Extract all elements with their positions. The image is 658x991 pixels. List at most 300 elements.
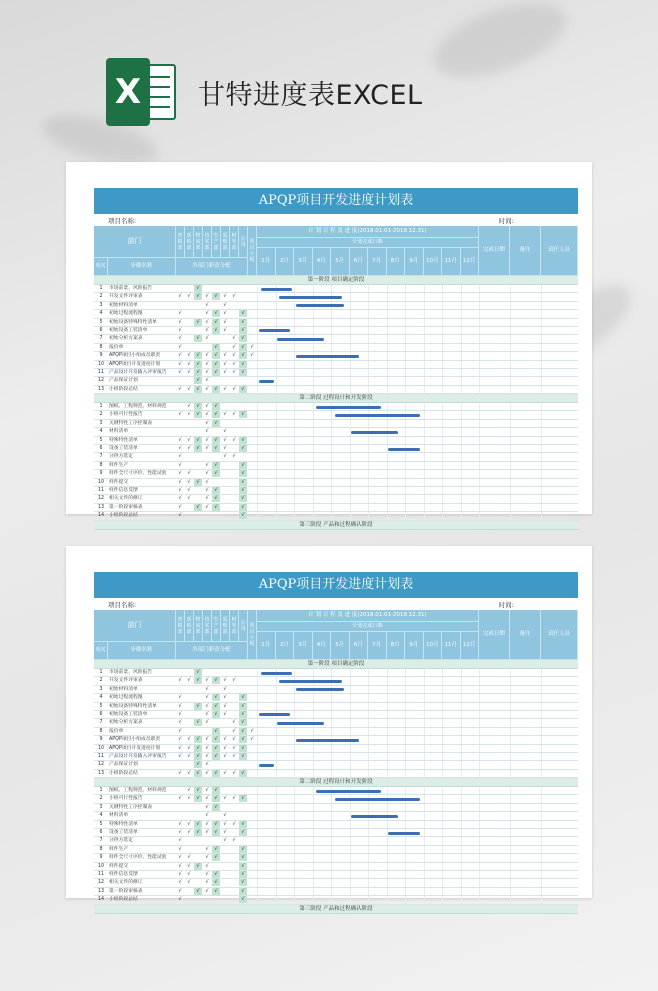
month-header: 12月 bbox=[461, 248, 480, 276]
gantt-bar bbox=[296, 739, 359, 742]
row-number: 4 bbox=[99, 813, 103, 819]
check-mark: √ bbox=[232, 752, 236, 759]
dept-column-header: 物流部 bbox=[194, 226, 203, 258]
row-number: 3 bbox=[99, 804, 103, 810]
row-number: 11 bbox=[97, 871, 105, 877]
check-mark: √ bbox=[178, 310, 182, 317]
table-row bbox=[94, 310, 578, 318]
table-row bbox=[94, 677, 578, 685]
row-number: 9 bbox=[99, 855, 103, 861]
check-mark: √ bbox=[223, 310, 227, 317]
check-mark: √ bbox=[239, 487, 247, 494]
gantt-bar bbox=[259, 713, 290, 716]
plan-sub-header: 计划完成日期 bbox=[257, 622, 479, 632]
row-number: 3 bbox=[99, 420, 103, 426]
table-row bbox=[94, 736, 578, 744]
check-mark: √ bbox=[187, 293, 191, 300]
check-mark: √ bbox=[178, 845, 182, 852]
step-name: 初始设备工装清单 bbox=[109, 711, 148, 717]
step-name: 产品保证计划 bbox=[109, 762, 138, 768]
check-mark: √ bbox=[178, 744, 182, 751]
check-mark: √ bbox=[239, 821, 247, 828]
row-number: 9 bbox=[99, 471, 103, 477]
table-row bbox=[94, 285, 578, 293]
row-number: 1 bbox=[99, 670, 103, 675]
table-row bbox=[94, 302, 578, 310]
check-mark: √ bbox=[239, 854, 247, 861]
check-mark: √ bbox=[212, 327, 220, 334]
table-row bbox=[94, 888, 578, 896]
check-mark: √ bbox=[178, 318, 182, 325]
row-number: 3 bbox=[99, 686, 103, 692]
check-mark: √ bbox=[223, 445, 227, 452]
check-mark: √ bbox=[239, 310, 247, 317]
table-row bbox=[94, 361, 578, 369]
dept-column-header: 采购部 bbox=[221, 226, 230, 258]
check-mark: √ bbox=[223, 795, 227, 802]
check-mark: √ bbox=[239, 352, 247, 359]
check-mark: √ bbox=[194, 677, 202, 684]
gantt-bar bbox=[296, 304, 344, 307]
step-name: 初始材料清单 bbox=[109, 686, 138, 692]
check-mark: √ bbox=[239, 879, 247, 886]
check-mark: √ bbox=[194, 888, 202, 895]
check-mark: √ bbox=[194, 795, 202, 802]
table-row bbox=[94, 352, 578, 360]
month-header: 4月 bbox=[313, 632, 332, 660]
step-name: 小组阶段总结 bbox=[109, 897, 138, 903]
check-mark: √ bbox=[212, 745, 220, 752]
check-mark: √ bbox=[223, 702, 227, 709]
month-header: 8月 bbox=[387, 632, 406, 660]
check-mark: √ bbox=[232, 411, 236, 418]
check-mark: √ bbox=[232, 736, 236, 743]
check-mark: √ bbox=[194, 504, 202, 511]
gantt-bar bbox=[388, 448, 419, 451]
row-number: 6 bbox=[99, 711, 103, 717]
row-number: 5 bbox=[99, 319, 103, 325]
table-row bbox=[94, 703, 578, 711]
gantt-bar bbox=[279, 680, 342, 683]
check-mark: √ bbox=[194, 770, 202, 777]
month-header: 10月 bbox=[424, 632, 443, 660]
table-row bbox=[94, 837, 578, 845]
dept-column-header: 生产部 bbox=[212, 610, 221, 642]
month-header: 5月 bbox=[331, 632, 350, 660]
check-mark: √ bbox=[205, 719, 209, 726]
month-header: 9月 bbox=[405, 632, 424, 660]
check-mark: √ bbox=[239, 736, 247, 743]
row-number: 5 bbox=[99, 437, 103, 443]
dept-column-header: 公司 bbox=[239, 610, 248, 642]
check-mark: √ bbox=[212, 411, 220, 418]
check-mark: √ bbox=[178, 837, 182, 844]
gantt-bar bbox=[316, 790, 381, 793]
step-name: 材料清单 bbox=[109, 813, 129, 819]
check-mark: √ bbox=[212, 470, 220, 477]
step-name: 图纸、工程规范、材料规范 bbox=[109, 404, 167, 410]
check-mark: √ bbox=[239, 694, 247, 701]
table-row bbox=[94, 753, 578, 761]
check-mark: √ bbox=[205, 694, 209, 701]
table-row bbox=[94, 669, 578, 677]
row-number: 4 bbox=[99, 311, 103, 317]
step-name: 样件全尺寸评价、性能试验 bbox=[109, 855, 167, 861]
gantt-bar bbox=[261, 288, 292, 291]
step-name: 样件信息反馈 bbox=[109, 487, 138, 493]
check-mark: √ bbox=[239, 719, 247, 726]
excel-icon bbox=[106, 58, 176, 126]
dept-column-header: 营销部 bbox=[176, 226, 185, 258]
row-number: 12 bbox=[97, 880, 105, 886]
dept-column-header: 质检部 bbox=[185, 610, 194, 642]
finish-date-header: 完成日期 bbox=[479, 610, 510, 660]
check-mark: √ bbox=[178, 829, 182, 836]
gantt-bar bbox=[316, 406, 381, 409]
step-name: 样件提交 bbox=[109, 479, 129, 485]
row-number: 13 bbox=[97, 504, 105, 510]
gantt-bar bbox=[335, 414, 420, 417]
check-mark: √ bbox=[205, 368, 209, 375]
check-mark: √ bbox=[205, 787, 209, 794]
step-name: 样件提交 bbox=[109, 863, 129, 869]
table-row bbox=[94, 770, 578, 778]
check-mark: √ bbox=[205, 377, 209, 384]
step-header: 步骤名称 bbox=[108, 258, 176, 276]
row-number: 10 bbox=[97, 745, 105, 751]
table-row bbox=[94, 512, 578, 520]
row-number: 7 bbox=[99, 720, 103, 726]
check-mark: √ bbox=[212, 736, 220, 743]
check-mark: √ bbox=[178, 512, 182, 519]
check-mark: √ bbox=[194, 863, 202, 870]
note-header: 备注 bbox=[510, 610, 541, 660]
check-mark: √ bbox=[212, 344, 220, 351]
dept-column-header: 营销部 bbox=[176, 610, 185, 642]
check-mark: √ bbox=[250, 352, 254, 359]
check-mark: √ bbox=[205, 461, 209, 468]
check-mark: √ bbox=[239, 479, 247, 486]
check-mark: √ bbox=[194, 285, 202, 292]
check-mark: √ bbox=[239, 411, 247, 418]
check-mark: √ bbox=[178, 326, 182, 333]
check-mark: √ bbox=[194, 386, 202, 393]
check-mark: √ bbox=[232, 453, 236, 460]
check-mark: √ bbox=[239, 770, 247, 777]
table-header bbox=[94, 610, 578, 660]
check-mark: √ bbox=[187, 352, 191, 359]
row-number: 7 bbox=[99, 336, 103, 342]
table-row bbox=[94, 829, 578, 837]
check-mark: √ bbox=[239, 863, 247, 870]
step-name: 相关文件的修订 bbox=[109, 880, 143, 886]
check-mark: √ bbox=[223, 360, 227, 367]
check-mark: √ bbox=[205, 769, 209, 776]
check-mark: √ bbox=[212, 310, 220, 317]
check-mark: √ bbox=[212, 770, 220, 777]
check-mark: √ bbox=[178, 769, 182, 776]
row-number: 6 bbox=[99, 830, 103, 836]
row-number: 2 bbox=[99, 796, 103, 802]
table-row bbox=[94, 795, 578, 803]
check-mark: √ bbox=[212, 487, 220, 494]
check-mark: √ bbox=[194, 669, 202, 676]
check-mark: √ bbox=[178, 335, 182, 342]
row-number: 5 bbox=[99, 821, 103, 827]
check-mark: √ bbox=[205, 710, 209, 717]
row-number: 11 bbox=[97, 753, 105, 759]
check-mark: √ bbox=[187, 403, 191, 410]
check-mark: √ bbox=[187, 769, 191, 776]
check-mark: √ bbox=[194, 361, 202, 368]
month-header: 7月 bbox=[368, 248, 387, 276]
dept-column-header: 质检部 bbox=[185, 226, 194, 258]
step-name: 样件生产 bbox=[109, 846, 129, 852]
check-mark: √ bbox=[194, 753, 202, 760]
check-mark: √ bbox=[187, 870, 191, 877]
check-mark: √ bbox=[187, 495, 191, 502]
check-mark: √ bbox=[212, 787, 220, 794]
row-number: 4 bbox=[99, 429, 103, 435]
check-mark: √ bbox=[232, 769, 236, 776]
dept-header: 部门 bbox=[94, 226, 176, 258]
step-name: 材料清单 bbox=[109, 429, 129, 435]
check-mark: √ bbox=[239, 344, 247, 351]
check-mark: √ bbox=[223, 293, 227, 300]
sheet-preview-1 bbox=[66, 162, 592, 528]
table-row bbox=[94, 403, 578, 411]
check-mark: √ bbox=[223, 829, 227, 836]
check-mark: √ bbox=[212, 728, 220, 735]
step-name: 开发文件评审表 bbox=[109, 678, 143, 684]
check-mark: √ bbox=[212, 821, 220, 828]
check-mark: √ bbox=[187, 368, 191, 375]
check-mark: √ bbox=[232, 385, 236, 392]
check-mark: √ bbox=[205, 820, 209, 827]
step-name: 设备工装清单 bbox=[109, 830, 138, 836]
check-mark: √ bbox=[212, 420, 220, 427]
row-number: 2 bbox=[99, 412, 103, 418]
check-mark: √ bbox=[239, 319, 247, 326]
check-mark: √ bbox=[212, 871, 220, 878]
check-mark: √ bbox=[212, 879, 220, 886]
check-mark: √ bbox=[223, 436, 227, 443]
check-mark: √ bbox=[223, 744, 227, 751]
table-row bbox=[94, 487, 578, 495]
table-row bbox=[94, 369, 578, 377]
check-mark: √ bbox=[205, 403, 209, 410]
row-number: 8 bbox=[99, 344, 103, 350]
check-mark: √ bbox=[232, 820, 236, 827]
check-mark: √ bbox=[205, 436, 209, 443]
check-mark: √ bbox=[187, 478, 191, 485]
dept-header: 部门 bbox=[94, 610, 176, 642]
check-mark: √ bbox=[205, 803, 209, 810]
check-mark: √ bbox=[205, 761, 209, 768]
check-mark: √ bbox=[239, 871, 247, 878]
check-mark: √ bbox=[232, 368, 236, 375]
check-mark: √ bbox=[205, 301, 209, 308]
check-mark: √ bbox=[205, 702, 209, 709]
check-mark: √ bbox=[205, 879, 209, 886]
check-mark: √ bbox=[223, 820, 227, 827]
gantt-bar bbox=[351, 431, 397, 434]
gantt-bar bbox=[296, 688, 344, 691]
check-mark: √ bbox=[194, 445, 202, 452]
check-mark: √ bbox=[187, 744, 191, 751]
check-mark: √ bbox=[178, 820, 182, 827]
check-mark: √ bbox=[205, 503, 209, 510]
section-title: 第三阶段 产品和过程确认阶段 bbox=[94, 521, 578, 530]
gantt-bar bbox=[296, 355, 359, 358]
note-header: 备注 bbox=[510, 226, 541, 276]
section-title: 第二阶段 过程设计和开发阶段 bbox=[94, 778, 578, 787]
check-mark: √ bbox=[250, 343, 254, 350]
check-mark: √ bbox=[239, 437, 247, 444]
step-name: 小组阶段总结 bbox=[109, 386, 138, 392]
table-row bbox=[94, 453, 578, 461]
table-row bbox=[94, 504, 578, 512]
check-mark: √ bbox=[187, 879, 191, 886]
check-mark: √ bbox=[212, 846, 220, 853]
row-number: 13 bbox=[97, 888, 105, 894]
check-mark: √ bbox=[232, 352, 236, 359]
gantt-bar bbox=[279, 296, 342, 299]
check-mark: √ bbox=[178, 896, 182, 903]
check-mark: √ bbox=[178, 352, 182, 359]
assign-header: 各部门职责分配 bbox=[176, 642, 248, 660]
check-mark: √ bbox=[178, 343, 182, 350]
check-mark: √ bbox=[232, 293, 236, 300]
check-mark: √ bbox=[239, 361, 247, 368]
check-mark: √ bbox=[205, 495, 209, 502]
table-row bbox=[94, 711, 578, 719]
project-team-header: 项目小组 bbox=[248, 610, 257, 660]
check-mark: √ bbox=[187, 360, 191, 367]
check-mark: √ bbox=[212, 293, 220, 300]
table-row bbox=[94, 293, 578, 301]
check-mark: √ bbox=[232, 837, 236, 844]
check-mark: √ bbox=[212, 694, 220, 701]
check-mark: √ bbox=[178, 887, 182, 894]
month-header: 3月 bbox=[294, 248, 313, 276]
step-name: 产品设计开发输入评审报告 bbox=[109, 369, 167, 375]
check-mark: √ bbox=[239, 795, 247, 802]
check-mark: √ bbox=[178, 694, 182, 701]
row-number: 2 bbox=[99, 294, 103, 300]
check-mark: √ bbox=[178, 486, 182, 493]
check-mark: √ bbox=[212, 445, 220, 452]
row-number: 1 bbox=[99, 404, 103, 410]
check-mark: √ bbox=[205, 812, 209, 819]
check-mark: √ bbox=[223, 411, 227, 418]
check-mark: √ bbox=[194, 377, 202, 384]
check-mark: √ bbox=[205, 318, 209, 325]
check-mark: √ bbox=[232, 719, 236, 726]
row-number: 13 bbox=[97, 770, 105, 776]
step-name: 样件全尺寸评价、性能试验 bbox=[109, 471, 167, 477]
gantt-bar bbox=[388, 832, 419, 835]
table-row bbox=[94, 728, 578, 736]
check-mark: √ bbox=[223, 736, 227, 743]
check-mark: √ bbox=[239, 753, 247, 760]
row-number: 6 bbox=[99, 446, 103, 452]
step-name: 小组可行性报告 bbox=[109, 412, 143, 418]
step-name: 报价单 bbox=[109, 344, 124, 350]
table-row bbox=[94, 863, 578, 871]
table-row bbox=[94, 445, 578, 453]
check-mark: √ bbox=[212, 711, 220, 718]
plan-sub-header: 计划完成日期 bbox=[257, 238, 479, 248]
check-mark: √ bbox=[239, 829, 247, 836]
step-name: 市场前景、风险报告 bbox=[109, 286, 153, 291]
table-row bbox=[94, 787, 578, 795]
step-name: 初始分析方案表 bbox=[109, 720, 143, 726]
table-header bbox=[94, 226, 578, 276]
row-number: 1 bbox=[99, 788, 103, 794]
row-number: 5 bbox=[99, 703, 103, 709]
check-mark: √ bbox=[194, 352, 202, 359]
check-mark: √ bbox=[205, 411, 209, 418]
check-mark: √ bbox=[205, 419, 209, 426]
check-mark: √ bbox=[205, 486, 209, 493]
check-mark: √ bbox=[194, 703, 202, 710]
table-row bbox=[94, 335, 578, 343]
check-mark: √ bbox=[194, 369, 202, 376]
step-name: 小组阶段总结 bbox=[109, 770, 138, 776]
check-mark: √ bbox=[223, 368, 227, 375]
check-mark: √ bbox=[212, 361, 220, 368]
check-mark: √ bbox=[187, 411, 191, 418]
check-mark: √ bbox=[239, 512, 247, 519]
check-mark: √ bbox=[187, 795, 191, 802]
check-mark: √ bbox=[194, 745, 202, 752]
row-number: 10 bbox=[97, 863, 105, 869]
check-mark: √ bbox=[194, 479, 202, 486]
check-mark: √ bbox=[223, 710, 227, 717]
check-mark: √ bbox=[223, 769, 227, 776]
check-mark: √ bbox=[239, 728, 247, 735]
gantt-bar bbox=[277, 338, 323, 341]
check-mark: √ bbox=[205, 445, 209, 452]
check-mark: √ bbox=[212, 753, 220, 760]
check-mark: √ bbox=[205, 845, 209, 852]
check-mark: √ bbox=[239, 745, 247, 752]
check-mark: √ bbox=[187, 829, 191, 836]
check-mark: √ bbox=[239, 386, 247, 393]
check-mark: √ bbox=[205, 310, 209, 317]
check-mark: √ bbox=[212, 703, 220, 710]
check-mark: √ bbox=[205, 470, 209, 477]
step-name: 关键特性工序控制表 bbox=[109, 804, 153, 810]
row-number: 8 bbox=[99, 728, 103, 734]
month-header: 8月 bbox=[387, 248, 406, 276]
check-mark: √ bbox=[223, 385, 227, 392]
check-mark: √ bbox=[232, 360, 236, 367]
table-row bbox=[94, 428, 578, 436]
check-mark: √ bbox=[223, 428, 227, 435]
month-header: 12月 bbox=[461, 632, 480, 660]
check-mark: √ bbox=[232, 677, 236, 684]
table-row bbox=[94, 420, 578, 428]
dept-column-header: 物流部 bbox=[194, 610, 203, 642]
check-mark: √ bbox=[178, 385, 182, 392]
check-mark: √ bbox=[223, 318, 227, 325]
check-mark: √ bbox=[194, 761, 202, 768]
step-name: 初始分析方案表 bbox=[109, 336, 143, 342]
check-mark: √ bbox=[187, 436, 191, 443]
row-number: 11 bbox=[97, 369, 105, 375]
